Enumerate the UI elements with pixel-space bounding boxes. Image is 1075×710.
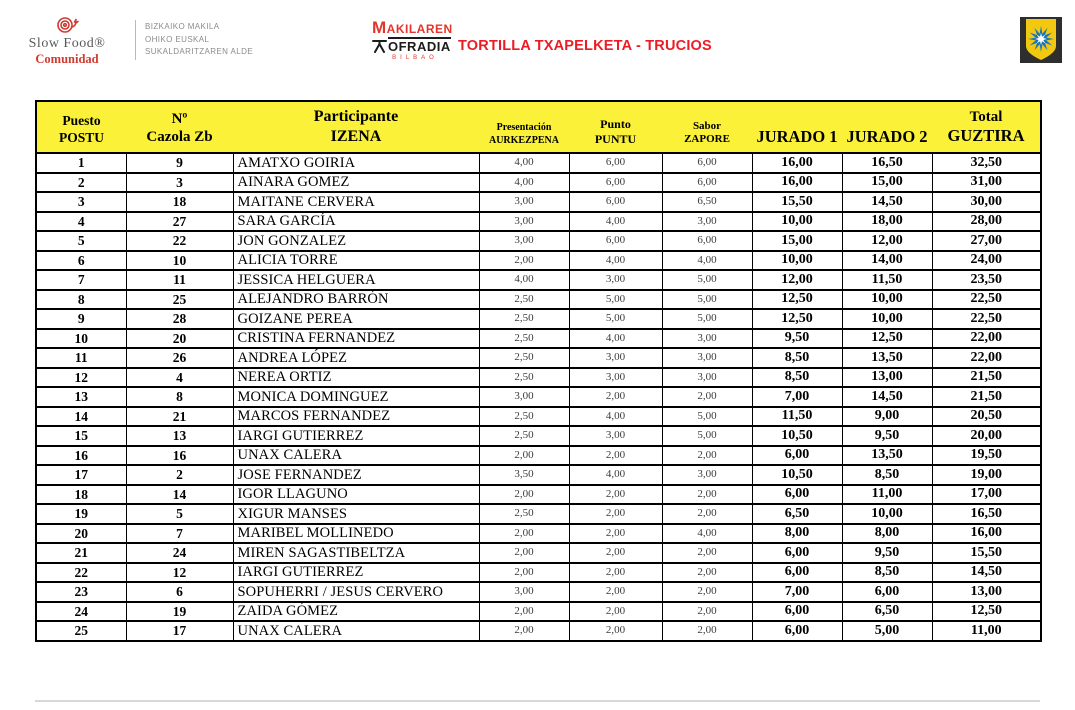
jurado2-score: 13,50 (842, 348, 932, 368)
sabor-score: 2,00 (662, 485, 752, 505)
presentacion-score: 3,00 (479, 212, 569, 232)
total-score: 22,50 (932, 309, 1041, 329)
table-row (36, 426, 1041, 446)
total-score: 22,00 (932, 348, 1041, 368)
participant-name: MIREN SAGASTIBELTZA (233, 543, 479, 563)
total-score: 19,00 (932, 465, 1041, 485)
presentacion-score: 4,00 (479, 270, 569, 290)
jurado2-score: 9,50 (842, 426, 932, 446)
total-score: 11,00 (932, 621, 1041, 641)
presentacion-score: 2,00 (479, 446, 569, 466)
results-table (35, 100, 1042, 642)
snail-icon (55, 14, 79, 36)
sabor-score: 3,00 (662, 368, 752, 388)
jurado1-score: 12,50 (752, 290, 842, 310)
participant-name: JOSE FERNANDEZ (233, 465, 479, 485)
col-header-sabor: Sabor ZAPORE (662, 101, 752, 153)
total-score: 28,00 (932, 212, 1041, 232)
cazola-number: 4 (126, 368, 233, 388)
punto-score: 3,00 (569, 426, 662, 446)
jurado2-score: 12,00 (842, 231, 932, 251)
sabor-score: 2,00 (662, 387, 752, 407)
table-row (36, 153, 1041, 173)
tagline-line-2: OHIKO EUSKAL (145, 34, 210, 44)
punto-score: 3,00 (569, 348, 662, 368)
rank: 11 (36, 348, 126, 368)
total-score: 17,00 (932, 485, 1041, 505)
table-row (36, 348, 1041, 368)
results-tbody (36, 153, 1041, 641)
jurado1-score: 6,50 (752, 504, 842, 524)
sabor-score: 5,00 (662, 407, 752, 427)
participant-name: IGOR LLAGUNO (233, 485, 479, 505)
table-row (36, 485, 1041, 505)
cazola-number: 11 (126, 270, 233, 290)
participant-name: CRISTINA FERNANDEZ (233, 329, 479, 349)
table-row (36, 582, 1041, 602)
tagline-line-1: BIZKAIKO MAKILA (145, 22, 220, 32)
jurado2-score: 10,00 (842, 309, 932, 329)
total-score: 13,00 (932, 582, 1041, 602)
jurado1-score: 16,00 (752, 173, 842, 193)
page-edge-shadow (35, 700, 1040, 702)
jurado1-score: 10,00 (752, 212, 842, 232)
jurado1-score: 7,00 (752, 582, 842, 602)
table-row (36, 251, 1041, 271)
slow-food-name: Slow Food® (28, 36, 106, 51)
participant-name: AINARA GOMEZ (233, 173, 479, 193)
participant-name: SOPUHERRI / JESUS CERVERO (233, 582, 479, 602)
jurado1-score: 6,00 (752, 563, 842, 583)
participant-name: ANDREA LÓPEZ (233, 348, 479, 368)
jurado2-score: 14,50 (842, 387, 932, 407)
col-header-cazola-number: Nº Cazola Zb (126, 101, 233, 153)
total-score: 16,00 (932, 524, 1041, 544)
presentacion-score: 2,50 (479, 309, 569, 329)
total-score: 30,00 (932, 192, 1041, 212)
table-row (36, 602, 1041, 622)
table-row (36, 465, 1041, 485)
sabor-score: 2,00 (662, 446, 752, 466)
jurado2-score: 14,50 (842, 192, 932, 212)
presentacion-score: 3,00 (479, 192, 569, 212)
rank: 16 (36, 446, 126, 466)
cazola-number: 18 (126, 192, 233, 212)
punto-score: 2,00 (569, 446, 662, 466)
sabor-score: 2,00 (662, 563, 752, 583)
sabor-score: 2,00 (662, 602, 752, 622)
sabor-score: 6,00 (662, 231, 752, 251)
makilaren-kofradia-logo (372, 19, 458, 61)
cazola-number: 13 (126, 426, 233, 446)
jurado1-score: 12,50 (752, 309, 842, 329)
jurado1-score: 11,50 (752, 407, 842, 427)
sabor-score: 5,00 (662, 309, 752, 329)
rank: 4 (36, 212, 126, 232)
punto-score: 2,00 (569, 582, 662, 602)
punto-score: 5,00 (569, 290, 662, 310)
presentacion-score: 2,50 (479, 426, 569, 446)
jurado1-score: 8,50 (752, 348, 842, 368)
rank: 8 (36, 290, 126, 310)
jurado1-score: 10,50 (752, 426, 842, 446)
jurado2-score: 16,50 (842, 153, 932, 173)
col-header-presentacion: Presentación AURKEZPENA (479, 101, 569, 153)
jurado2-score: 9,00 (842, 407, 932, 427)
cazola-number: 7 (126, 524, 233, 544)
slow-food-wordmark (8, 14, 126, 66)
sabor-score: 4,00 (662, 251, 752, 271)
sabor-score: 6,00 (662, 153, 752, 173)
presentacion-score: 2,50 (479, 407, 569, 427)
presentacion-score: 2,00 (479, 543, 569, 563)
rank: 2 (36, 173, 126, 193)
table-row (36, 563, 1041, 583)
cazola-number: 6 (126, 582, 233, 602)
punto-score: 2,00 (569, 621, 662, 641)
punto-score: 2,00 (569, 543, 662, 563)
jurado2-score: 6,50 (842, 602, 932, 622)
participant-name: AMATXO GOIRIA (233, 153, 479, 173)
cazola-number: 14 (126, 485, 233, 505)
sabor-score: 6,00 (662, 173, 752, 193)
jurado2-score: 10,00 (842, 290, 932, 310)
rank: 7 (36, 270, 126, 290)
rank: 18 (36, 485, 126, 505)
cazola-number: 28 (126, 309, 233, 329)
slow-food-tagline (145, 21, 253, 58)
col-header-participante: Participante IZENA (233, 101, 479, 153)
total-score: 32,50 (932, 153, 1041, 173)
total-score: 15,50 (932, 543, 1041, 563)
kofradia-wordmark: OFRADIA (388, 39, 451, 54)
sabor-score: 4,00 (662, 524, 752, 544)
jurado1-score: 10,00 (752, 251, 842, 271)
sabor-score: 2,00 (662, 543, 752, 563)
col-header-puesto: Puesto POSTU (36, 101, 126, 153)
slow-food-logo (8, 14, 253, 66)
total-score: 20,50 (932, 407, 1041, 427)
participant-name: MARIBEL MOLLINEDO (233, 524, 479, 544)
jurado2-score: 6,00 (842, 582, 932, 602)
table-row (36, 192, 1041, 212)
sabor-score: 2,00 (662, 621, 752, 641)
total-score: 24,00 (932, 251, 1041, 271)
presentacion-score: 2,00 (479, 621, 569, 641)
sabor-score: 5,00 (662, 270, 752, 290)
jurado1-score: 6,00 (752, 543, 842, 563)
jurado2-score: 18,00 (842, 212, 932, 232)
punto-score: 4,00 (569, 407, 662, 427)
rank: 10 (36, 329, 126, 349)
cazola-number: 26 (126, 348, 233, 368)
presentacion-score: 3,00 (479, 387, 569, 407)
table-row (36, 543, 1041, 563)
participant-name: GOIZANE PEREA (233, 309, 479, 329)
sabor-score: 5,00 (662, 290, 752, 310)
presentacion-score: 2,50 (479, 368, 569, 388)
cazola-number: 16 (126, 446, 233, 466)
jurado1-score: 8,00 (752, 524, 842, 544)
presentacion-score: 2,50 (479, 504, 569, 524)
total-score: 21,50 (932, 387, 1041, 407)
trucios-coat-of-arms-icon (1020, 17, 1062, 63)
punto-score: 6,00 (569, 192, 662, 212)
table-row (36, 407, 1041, 427)
participant-name: UNAX CALERA (233, 621, 479, 641)
rank: 24 (36, 602, 126, 622)
participant-name: NEREA ORTIZ (233, 368, 479, 388)
jurado2-score: 13,00 (842, 368, 932, 388)
rank: 17 (36, 465, 126, 485)
jurado2-score: 12,50 (842, 329, 932, 349)
participant-name: IARGI GUTIERREZ (233, 426, 479, 446)
sabor-score: 3,00 (662, 212, 752, 232)
col-header-jurado-2: JURADO 2 (842, 101, 932, 153)
presentacion-score: 4,00 (479, 153, 569, 173)
presentacion-score: 2,50 (479, 290, 569, 310)
jurado1-score: 15,50 (752, 192, 842, 212)
jurado2-score: 10,00 (842, 504, 932, 524)
jurado2-score: 8,00 (842, 524, 932, 544)
cazola-number: 9 (126, 153, 233, 173)
participant-name: ALEJANDRO BARRÓN (233, 290, 479, 310)
sabor-score: 3,00 (662, 329, 752, 349)
jurado2-score: 5,00 (842, 621, 932, 641)
table-row (36, 173, 1041, 193)
total-score: 21,50 (932, 368, 1041, 388)
jurado2-score: 11,50 (842, 270, 932, 290)
participant-name: MONICA DOMINGUEZ (233, 387, 479, 407)
sabor-score: 2,00 (662, 582, 752, 602)
participant-name: JON GONZALEZ (233, 231, 479, 251)
punto-score: 2,00 (569, 524, 662, 544)
table-row (36, 387, 1041, 407)
participant-name: MARCOS FERNANDEZ (233, 407, 479, 427)
table-row (36, 329, 1041, 349)
presentacion-score: 4,00 (479, 173, 569, 193)
presentacion-score: 2,50 (479, 348, 569, 368)
rank: 21 (36, 543, 126, 563)
presentacion-score: 2,00 (479, 524, 569, 544)
participant-name: XIGUR MANSES (233, 504, 479, 524)
total-score: 20,00 (932, 426, 1041, 446)
tagline-line-3: SUKALDARITZAREN ALDE (145, 47, 254, 57)
punto-score: 2,00 (569, 485, 662, 505)
rank: 23 (36, 582, 126, 602)
punto-score: 4,00 (569, 329, 662, 349)
table-row (36, 231, 1041, 251)
participant-name: JESSICA HELGUERA (233, 270, 479, 290)
punto-score: 3,00 (569, 368, 662, 388)
jurado1-score: 6,00 (752, 602, 842, 622)
participant-name: IARGI GUTIERREZ (233, 563, 479, 583)
punto-score: 4,00 (569, 465, 662, 485)
table-row (36, 524, 1041, 544)
jurado2-score: 14,00 (842, 251, 932, 271)
total-score: 12,50 (932, 602, 1041, 622)
cazola-number: 21 (126, 407, 233, 427)
total-score: 19,50 (932, 446, 1041, 466)
cazola-number: 5 (126, 504, 233, 524)
sabor-score: 3,00 (662, 465, 752, 485)
rank: 13 (36, 387, 126, 407)
jurado2-score: 15,00 (842, 173, 932, 193)
jurado1-score: 7,00 (752, 387, 842, 407)
jurado1-score: 8,50 (752, 368, 842, 388)
table-row (36, 212, 1041, 232)
jurado1-score: 15,00 (752, 231, 842, 251)
divider (135, 20, 136, 60)
participant-name: ZAIDA GÓMEZ (233, 602, 479, 622)
cazola-number: 27 (126, 212, 233, 232)
rank: 9 (36, 309, 126, 329)
makila-walker-icon (372, 38, 387, 53)
total-score: 31,00 (932, 173, 1041, 193)
table-row (36, 368, 1041, 388)
punto-score: 2,00 (569, 602, 662, 622)
table-row (36, 290, 1041, 310)
jurado1-score: 6,00 (752, 621, 842, 641)
jurado2-score: 11,00 (842, 485, 932, 505)
table-row (36, 504, 1041, 524)
participant-name: MAITANE CERVERA (233, 192, 479, 212)
sabor-score: 2,00 (662, 504, 752, 524)
rank: 6 (36, 251, 126, 271)
jurado2-score: 13,50 (842, 446, 932, 466)
cazola-number: 10 (126, 251, 233, 271)
total-score: 14,50 (932, 563, 1041, 583)
col-header-punto: Punto PUNTU (569, 101, 662, 153)
rank: 12 (36, 368, 126, 388)
jurado1-score: 6,00 (752, 485, 842, 505)
rank: 14 (36, 407, 126, 427)
presentacion-score: 2,00 (479, 485, 569, 505)
jurado1-score: 16,00 (752, 153, 842, 173)
rank: 25 (36, 621, 126, 641)
cazola-number: 12 (126, 563, 233, 583)
punto-score: 2,00 (569, 563, 662, 583)
total-score: 23,50 (932, 270, 1041, 290)
table-row (36, 446, 1041, 466)
col-header-total: Total GUZTIRA (932, 101, 1041, 153)
participant-name: ALICIA TORRE (233, 251, 479, 271)
presentacion-score: 2,00 (479, 563, 569, 583)
presentacion-score: 2,00 (479, 251, 569, 271)
jurado2-score: 9,50 (842, 543, 932, 563)
punto-score: 4,00 (569, 251, 662, 271)
sabor-score: 5,00 (662, 426, 752, 446)
rank: 22 (36, 563, 126, 583)
punto-score: 5,00 (569, 309, 662, 329)
presentacion-score: 3,00 (479, 582, 569, 602)
punto-score: 6,00 (569, 173, 662, 193)
participant-name: SARA GARCÍA (233, 212, 479, 232)
total-score: 27,00 (932, 231, 1041, 251)
rank: 15 (36, 426, 126, 446)
presentacion-score: 3,50 (479, 465, 569, 485)
jurado1-score: 9,50 (752, 329, 842, 349)
table-row (36, 270, 1041, 290)
rank: 20 (36, 524, 126, 544)
total-score: 16,50 (932, 504, 1041, 524)
jurado2-score: 8,50 (842, 563, 932, 583)
col-header-jurado-1: JURADO 1 (752, 101, 842, 153)
cazola-number: 3 (126, 173, 233, 193)
cazola-number: 8 (126, 387, 233, 407)
cazola-number: 22 (126, 231, 233, 251)
table-row (36, 309, 1041, 329)
table-row (36, 621, 1041, 641)
presentacion-score: 3,00 (479, 231, 569, 251)
total-score: 22,00 (932, 329, 1041, 349)
cazola-number: 19 (126, 602, 233, 622)
participant-name: UNAX CALERA (233, 446, 479, 466)
rank: 1 (36, 153, 126, 173)
cazola-number: 24 (126, 543, 233, 563)
rank: 5 (36, 231, 126, 251)
table-header-row (36, 101, 1041, 153)
sabor-score: 3,00 (662, 348, 752, 368)
jurado1-score: 12,00 (752, 270, 842, 290)
makilaren-wordmark: MAKILAREN (372, 18, 453, 37)
jurado2-score: 8,50 (842, 465, 932, 485)
cazola-number: 25 (126, 290, 233, 310)
page-title: TORTILLA TXAPELKETA - TRUCIOS (458, 38, 712, 54)
bilbao-label: BILBAO (392, 55, 438, 61)
punto-score: 3,00 (569, 270, 662, 290)
punto-score: 4,00 (569, 212, 662, 232)
jurado1-score: 6,00 (752, 446, 842, 466)
presentacion-score: 2,00 (479, 602, 569, 622)
cazola-number: 20 (126, 329, 233, 349)
jurado1-score: 10,50 (752, 465, 842, 485)
punto-score: 6,00 (569, 153, 662, 173)
punto-score: 2,00 (569, 504, 662, 524)
cazola-number: 2 (126, 465, 233, 485)
total-score: 22,50 (932, 290, 1041, 310)
punto-score: 2,00 (569, 387, 662, 407)
rank: 19 (36, 504, 126, 524)
cazola-number: 17 (126, 621, 233, 641)
slow-food-comunidad: Comunidad (35, 51, 99, 66)
punto-score: 6,00 (569, 231, 662, 251)
presentacion-score: 2,50 (479, 329, 569, 349)
rank: 3 (36, 192, 126, 212)
sabor-score: 6,50 (662, 192, 752, 212)
